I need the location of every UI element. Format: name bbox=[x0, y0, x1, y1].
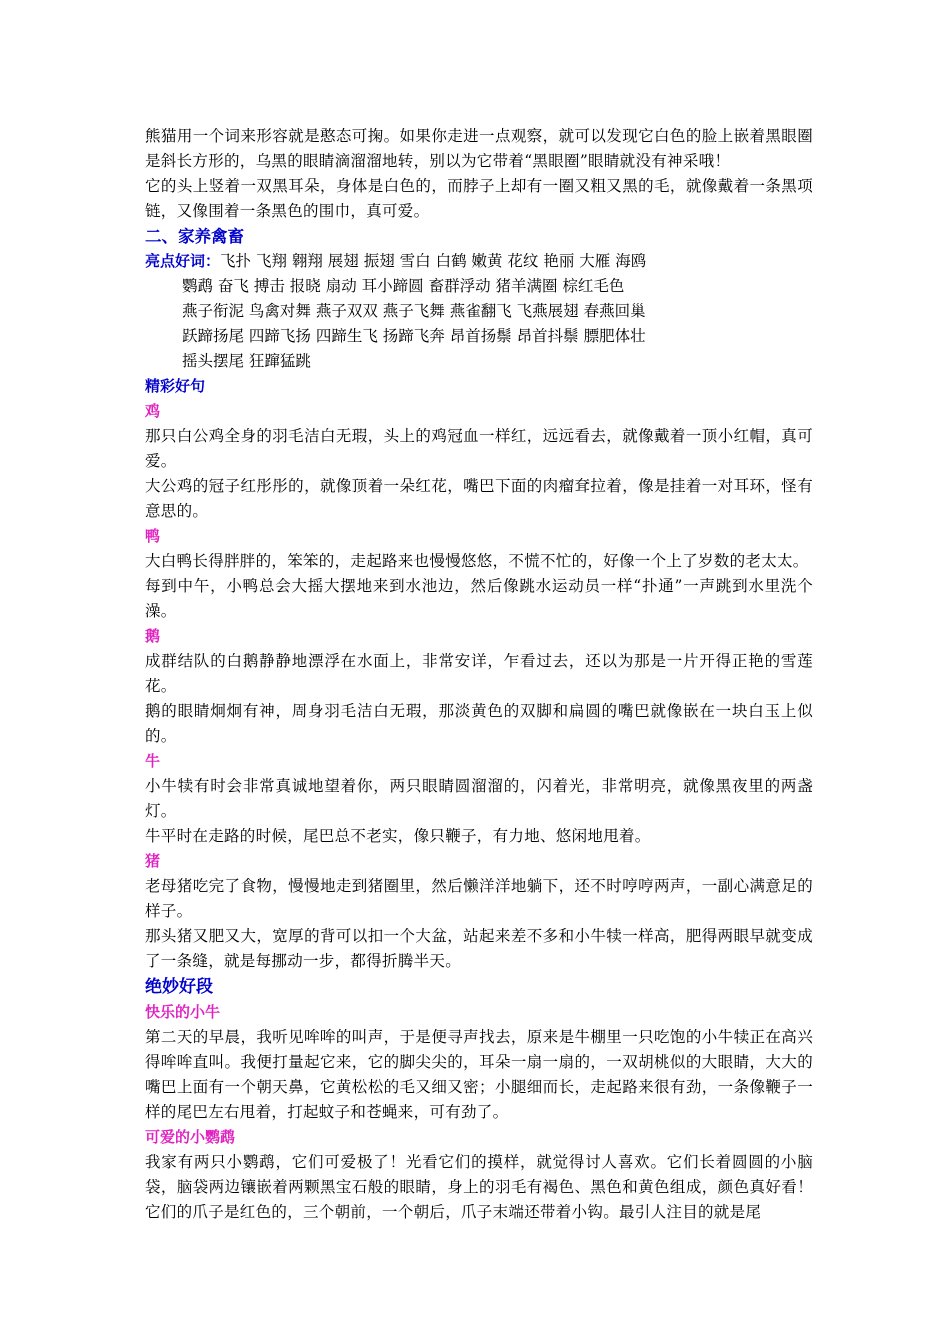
intro-paragraph-1: 熊猫用一个词来形容就是憨态可掬。如果你走进一点观察，就可以发现它白色的脸上嵌着黑眼圈是斜长方形的，乌黑的眼睛滴溜溜地转，别以为它带着“黑眼圈”眼睛就没有神采哦！ bbox=[145, 127, 813, 170]
animal-heading-goose: 鹅 bbox=[145, 627, 161, 645]
sentence-goose-1: 成群结队的白鹅静静地漂浮在水面上，非常安详，乍看过去，还以为那是一片开得正艳的雪莲花。 bbox=[145, 652, 813, 695]
paragraphs-title: 绝妙好段 bbox=[145, 977, 213, 997]
sentence-pig-1: 老母猪吃完了食物，慢慢地走到猪圈里，然后懒洋洋地躺下，还不时哼哼两声，一副心满意足的样子。 bbox=[145, 877, 813, 920]
intro-paragraph-2: 它的头上竖着一双黑耳朵，身体是白色的，而脖子上却有一圈又粗又黑的毛，就像戴着一条黑项链，又像围着一条黑色的围巾，真可爱。 bbox=[145, 177, 813, 220]
words-row-text: 飞扑 飞翔 翱翔 展翅 振翅 雪白 白鹤 嫩黄 花纹 艳丽 大雁 海鸥 bbox=[220, 252, 647, 270]
sentence-duck-1: 大白鸭长得胖胖的，笨笨的，走起路来也慢慢悠悠，不慌不忙的，好像一个上了岁数的老太太。 bbox=[145, 552, 809, 570]
passage-text-calf: 第二天的早晨，我听见哞哞的叫声，于是便寻声找去，原来是牛棚里一只吃饱的小牛犊正在高兴得哞哞直叫。我便打量起它来，它的脚尖尖的，耳朵一扇一扇的，一双胡桃似的大眼睛，大大的嘴巴上面有一个朝天鼻，它黄松松的毛又细又密；小腿细而长，走起路来很有劲，一条像鞭子一样的尾巴左右甩着，打起蚊子和苍蝇来，可有劲了。 bbox=[145, 1028, 813, 1121]
highlight-words bbox=[145, 249, 813, 374]
words-row-2: 鹦鹉 奋飞 搏击 报晓 扇动 耳小蹄圆 畜群浮动 猪羊满圈 棕红毛色 bbox=[182, 277, 625, 295]
words-label: 亮点好词： bbox=[145, 252, 221, 270]
animal-heading-pig: 猪 bbox=[145, 852, 161, 870]
passage-title-calf: 快乐的小牛 bbox=[145, 1003, 221, 1021]
words-row-3: 燕子衔泥 鸟禽对舞 燕子双双 燕子飞舞 燕雀翻飞 飞燕展翅 春燕回巢 bbox=[182, 302, 646, 320]
words-row-5: 摇头摆尾 狂蹿猛跳 bbox=[182, 352, 311, 370]
sentence-chicken-2: 大公鸡的冠子红彤彤的，就像顶着一朵红花，嘴巴下面的肉瘤耷拉着，像是挂着一对耳环，怪有意思的。 bbox=[145, 477, 813, 520]
sentence-goose-2: 鹅的眼睛炯炯有神，周身羽毛洁白无瑕，那淡黄色的双脚和扁圆的嘴巴就像嵌在一块白玉上似的。 bbox=[145, 702, 813, 745]
sentence-duck-2: 每到中午，小鸭总会大摇大摆地来到水池边，然后像跳水运动员一样“扑通”一声跳到水里洗个澡。 bbox=[145, 577, 813, 620]
document-page bbox=[145, 124, 813, 1225]
sentence-cow-2: 牛平时在走路的时候，尾巴总不老实，像只鞭子，有力地、悠闲地甩着。 bbox=[145, 827, 651, 845]
sentence-chicken-1: 那只白公鸡全身的羽毛洁白无瑕，头上的鸡冠血一样红，远远看去，就像戴着一顶小红帽，真可爱。 bbox=[145, 427, 813, 470]
passage-text-parrot: 我家有两只小鹦鹉，它们可爱极了！光看它们的摸样，就觉得讨人喜欢。它们长着圆圆的小脑袋，脑袋两边镶嵌着两颗黑宝石般的眼睛，身上的羽毛有褐色、黑色和黄色组成，颜色真好看！它们的爪子是红色的，三个朝前，一个朝后，爪子末端还带着小钩。最引人注目的就是尾 bbox=[145, 1153, 813, 1221]
sentence-cow-1: 小牛犊有时会非常真诚地望着你，两只眼睛圆溜溜的，闪着光，非常明亮，就像黑夜里的两盏灯。 bbox=[145, 777, 813, 820]
animal-heading-cow: 牛 bbox=[145, 752, 161, 770]
section-title: 二、家养禽畜 bbox=[145, 227, 244, 246]
words-row-4: 跃蹄扬尾 四蹄飞扬 四蹄生飞 扬蹄飞奔 昂首扬鬃 昂首抖鬃 膘肥体壮 bbox=[182, 327, 646, 345]
animal-heading-duck: 鸭 bbox=[145, 527, 161, 545]
sentence-pig-2: 那头猪又肥又大，宽厚的背可以扣一个大盆，站起来差不多和小牛犊一样高，肥得两眼早就变成了一条缝，就是每挪动一步，都得折腾半天。 bbox=[145, 927, 813, 970]
animal-heading-chicken: 鸡 bbox=[145, 402, 161, 420]
passage-title-parrot: 可爱的小鹦鹉 bbox=[145, 1128, 236, 1146]
words-row-1 bbox=[145, 249, 813, 274]
sentences-title: 精彩好句 bbox=[145, 377, 206, 395]
